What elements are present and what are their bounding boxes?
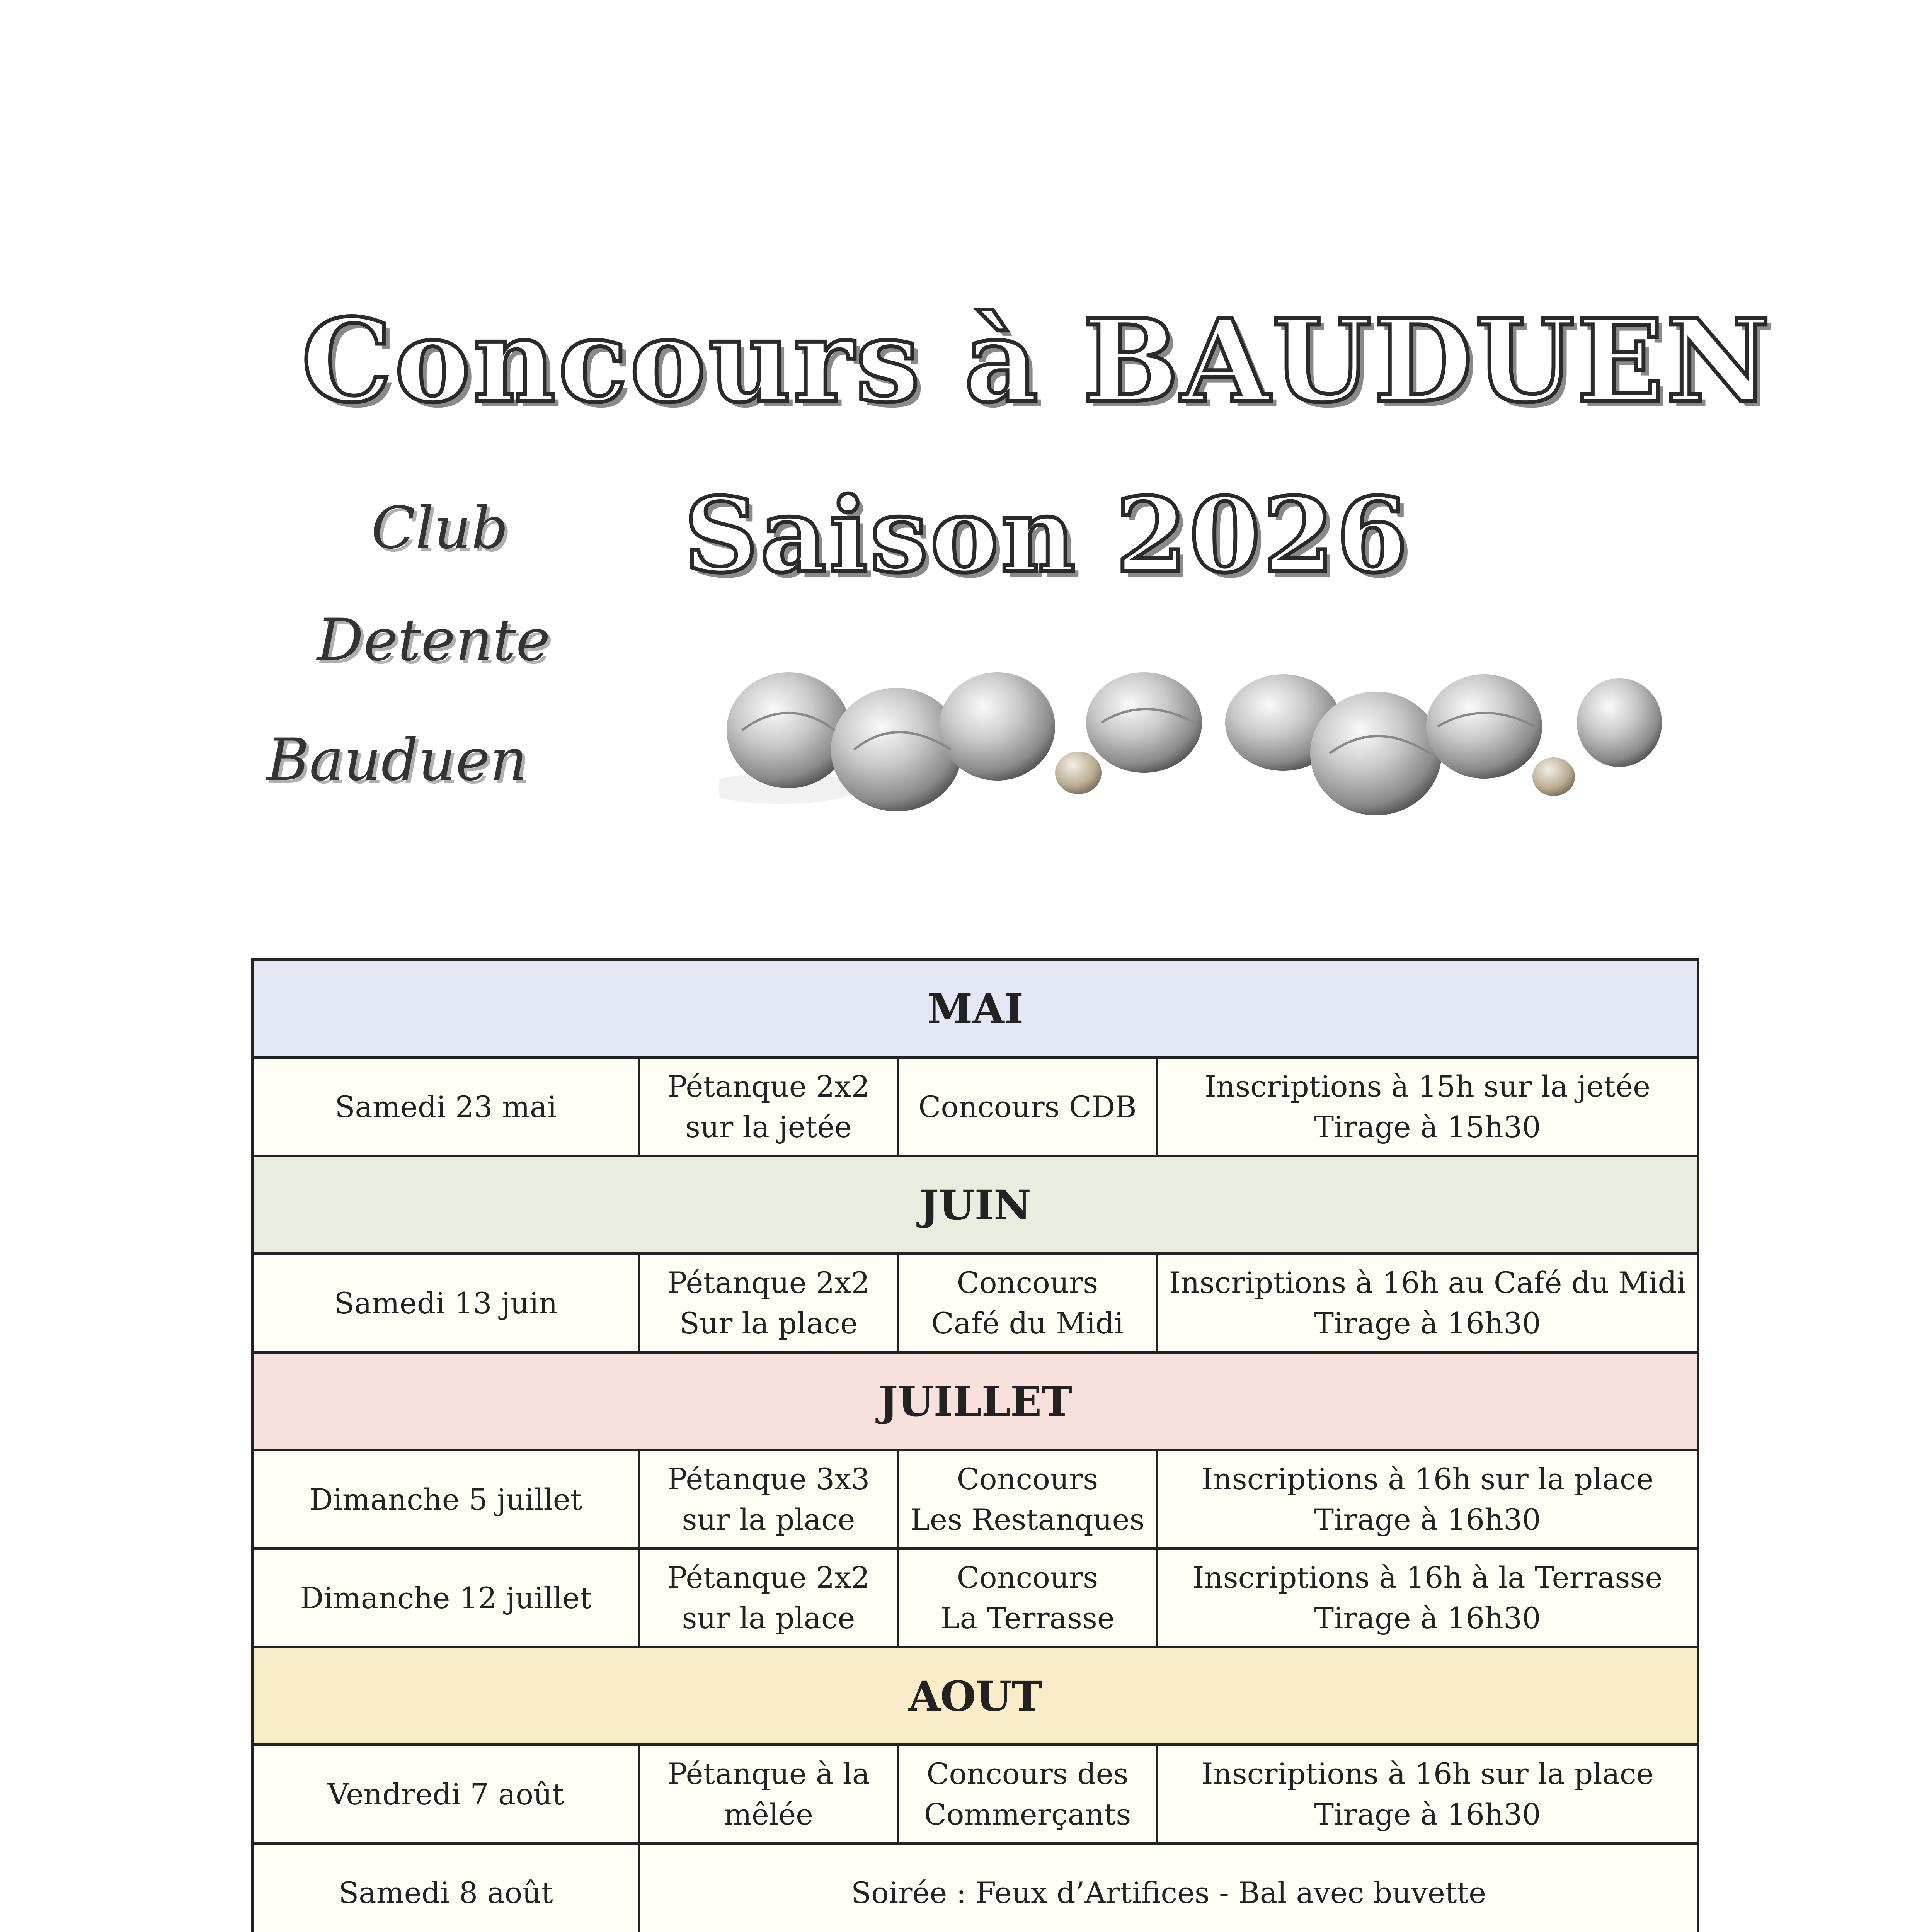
event-description: Soirée : Feux d’Artifices - Bal avec buvette <box>639 1844 1698 1932</box>
club-name-line: Club <box>371 495 509 562</box>
month-name: JUIN <box>253 1156 1698 1254</box>
schedule-table <box>251 958 1699 1932</box>
club-name-line: Detente <box>317 607 550 674</box>
event-row <box>253 1844 1698 1932</box>
ball-group-left <box>719 672 1202 811</box>
event-date: Dimanche 5 juillet <box>253 1450 639 1549</box>
petanque-balls-image <box>719 672 1662 835</box>
event-row <box>253 1254 1698 1352</box>
event-row <box>253 1745 1698 1844</box>
page-subtitle: Saison 2026 <box>684 475 1410 595</box>
event-registration-info: Inscriptions à 16h à la Terrasse Tirage à 16h30 <box>1157 1549 1698 1647</box>
event-game-type: Pétanque 2x2 sur la place <box>639 1549 898 1647</box>
event-registration-info: Inscriptions à 16h sur la place Tirage à 16h30 <box>1157 1450 1698 1549</box>
event-registration-info: Inscriptions à 15h sur la jetée Tirage à 15h30 <box>1157 1058 1698 1156</box>
month-header-row <box>253 1647 1698 1745</box>
month-name: AOUT <box>253 1647 1698 1745</box>
ball-group-right <box>1225 674 1662 815</box>
event-game-type: Pétanque 3x3 sur la place <box>639 1450 898 1549</box>
event-competition-name: Concours Les Restanques <box>898 1450 1157 1549</box>
event-date: Dimanche 12 juillet <box>253 1549 639 1647</box>
event-competition-name: Concours La Terrasse <box>898 1549 1157 1647</box>
club-name-line: Bauduen <box>267 726 528 794</box>
event-registration-info: Inscriptions à 16h sur la place Tirage à 16h30 <box>1157 1745 1698 1844</box>
page-title: Concours à BAUDUEN <box>301 294 1773 428</box>
event-competition-name: Concours CDB <box>898 1058 1157 1156</box>
event-date: Vendredi 7 août <box>253 1745 639 1844</box>
event-row <box>253 1058 1698 1156</box>
event-row <box>253 1450 1698 1549</box>
event-game-type: Pétanque à la mêlée <box>639 1745 898 1844</box>
event-game-type: Pétanque 2x2 Sur la place <box>639 1254 898 1352</box>
event-date: Samedi 8 août <box>253 1844 639 1932</box>
event-game-type: Pétanque 2x2 sur la jetée <box>639 1058 898 1156</box>
month-header-row <box>253 1156 1698 1254</box>
event-date: Samedi 23 mai <box>253 1058 639 1156</box>
event-competition-name: Concours Café du Midi <box>898 1254 1157 1352</box>
event-date: Samedi 13 juin <box>253 1254 639 1352</box>
month-header-row <box>253 1352 1698 1450</box>
month-header-row <box>253 960 1698 1058</box>
event-registration-info: Inscriptions à 16h au Café du Midi Tirage à 16h30 <box>1157 1254 1698 1352</box>
month-name: MAI <box>253 960 1698 1058</box>
event-row <box>253 1549 1698 1647</box>
event-competition-name: Concours des Commerçants <box>898 1745 1157 1844</box>
month-name: JUILLET <box>253 1352 1698 1450</box>
